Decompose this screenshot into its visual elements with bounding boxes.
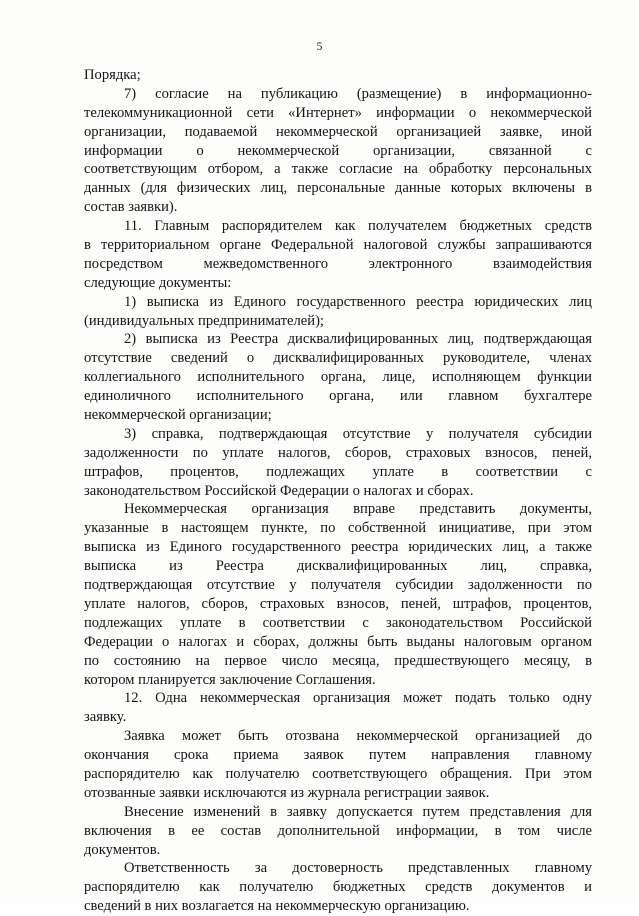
text-line: распорядителю как получателю бюджетных средств документов и xyxy=(84,879,592,896)
text-line: Федерации о налогах и сборах, должны быть выданы налоговым органом xyxy=(84,633,592,650)
text-line: следующие документы: xyxy=(84,274,232,291)
text-line: 1) выписка из Единого государственного реестра юридических лиц xyxy=(124,293,592,310)
text-line: информации о некоммерческой организации, связанной с xyxy=(84,142,592,159)
text-line: соответствующим отбором, а также согласие на обработку персональных xyxy=(84,161,592,178)
text-line: состав заявки). xyxy=(84,199,178,216)
text-line: (индивидуальных предпринимателей); xyxy=(84,312,324,329)
text-line: данных (для физических лиц, персональные данные которых включены в xyxy=(84,180,592,197)
text-line: заявку. xyxy=(84,709,127,726)
text-line: Некоммерческая организация вправе представить документы, xyxy=(124,501,592,518)
text-line: некоммерческой организации; xyxy=(84,407,272,424)
text-line: 12. Одна некоммерческая организация может подать только одну xyxy=(124,690,592,707)
text-line: 11. Главным распорядителем как получателем бюджетных средств xyxy=(124,218,592,235)
text-line: указанные в настоящем пункте, по собственной инициативе, при этом xyxy=(84,520,592,537)
text-line: 3) справка, подтверждающая отсутствие у получателя субсидии xyxy=(124,425,592,442)
page-number: 5 xyxy=(316,41,323,53)
text-line: законодательством Российской Федерации о налогах и сборах. xyxy=(84,482,474,499)
text-line: выписка из Реестра дисквалифицированных лиц, справка, xyxy=(84,558,592,575)
text-line: подлежащих уплате в соответствии с законодательством Российской xyxy=(84,614,592,631)
text-line: Порядка; xyxy=(84,67,141,83)
text-line: штрафов, процентов, подлежащих уплате в соответствии с xyxy=(84,463,592,480)
text-line: посредством межведомственного электронного взаимодействия xyxy=(84,255,592,272)
text-line: выписка из Единого государственного реестра юридических лиц, а также xyxy=(84,539,592,556)
text-line: котором планируется заключение Соглашения. xyxy=(84,671,376,688)
text-line: включения в ее состав дополнительной информации, в том числе xyxy=(84,822,592,839)
text-line: документов. xyxy=(84,841,161,858)
text-line: задолженности по уплате налогов, сборов, страховых взносов, пеней, xyxy=(84,444,592,461)
text-line: Ответственность за достоверность представленных главному xyxy=(124,860,592,877)
text-line: телекоммуникационной сети «Интернет» информации о некоммерческой xyxy=(84,104,592,121)
text-line: Внесение изменений в заявку допускается путем представления для xyxy=(124,803,592,820)
text-line: уплате налогов, сборов, страховых взносов, пеней, штрафов, процентов, xyxy=(84,595,592,612)
text-line: коллегиального исполнительного органа, лице, исполняющем функции xyxy=(84,369,592,386)
text-line: отозванные заявки исключаются из журнала регистрации заявок. xyxy=(84,784,490,801)
text-line: распорядителю как получателю соответствующего обращения. При этом xyxy=(84,765,592,782)
text-line: отсутствие сведений о дисквалифицированных руководителе, членах xyxy=(84,350,592,367)
text-line: Заявка может быть отозвана некоммерческой организацией до xyxy=(124,728,592,745)
text-line: по состоянию на первое число месяца, предшествующего месяцу, в xyxy=(84,652,592,669)
text-line: единоличного исполнительного органа, или главном бухгалтере xyxy=(84,388,592,405)
document-body xyxy=(84,66,592,916)
text-line: 7) согласие на публикацию (размещение) в информационно- xyxy=(124,85,592,102)
text-line: окончания срока приема заявок путем направления главному xyxy=(84,747,592,764)
text-line: 2) выписка из Реестра дисквалифицированных лиц, подтверждающая xyxy=(124,331,592,348)
text-line: сведений в них возлагается на некоммерческую организацию. xyxy=(84,898,470,915)
text-line: подтверждающая отсутствие у получателя субсидии задолженности по xyxy=(84,577,592,594)
text-line: в территориальном органе Федеральной налоговой службы запрашиваются xyxy=(84,237,592,254)
text-line: организации, подаваемой некоммерческой организацией заявке, иной xyxy=(84,123,592,140)
